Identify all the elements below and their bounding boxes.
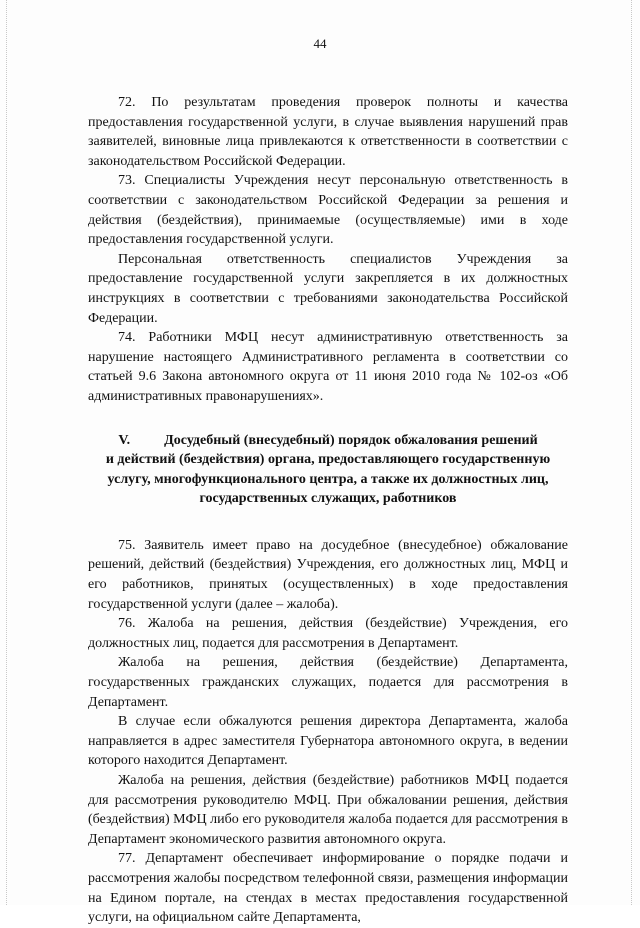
section-title-line-4: государственных служащих, работников (199, 491, 457, 507)
document-body (88, 93, 568, 928)
paragraph-72: 72. По результатам проведения проверок полноты и качества предоставления государственной услуги, в случае выявления нарушений прав заявителей, виновные лица привлекаются к ответственности в соответствии с законодательством Российской Федерации. (88, 95, 568, 169)
paragraph-complaint-mfc: Жалоба на решения, действия (бездействие) работников МФЦ подается для рассмотрения руководителю МФЦ. При обжаловании решения, действия (бездействия) МФЦ либо его руководителя жалоба подается для рассмотрения в Департамент экономического развития автономного округа. (88, 773, 568, 847)
paragraph-personal-responsibility: Персональная ответственность специалистов Учреждения за предоставление государственной услуги закрепляется в их должностных инструкциях в соответствии с требованиями законодательства Российской Федерации. (88, 251, 568, 326)
page-number: 44 (313, 36, 327, 51)
section-heading (88, 431, 568, 509)
section-number: V. (118, 432, 131, 448)
section-title-line-1: Досудебный (внесудебный) порядок обжалования решений (164, 432, 538, 448)
section-title-line-3: услугу, многофункционального центра, а также их должностных лиц, (107, 471, 549, 487)
paragraph-complaint-director: В случае если обжалуются решения директора Департамента, жалоба направляется в адрес заместителя Губернатора автономного округа, в ведении которого находится Департамент. (88, 714, 568, 769)
paragraph-77: 77. Департамент обеспечивает информирование о порядке подачи и рассмотрения жалобы посредством телефонной связи, размещения информации на Едином портале, на стендах в местах предоставления государственной услуги, на официальном сайте Департамента, (88, 851, 568, 926)
section-heading-line-1 (88, 431, 568, 451)
section-title-line-2: и действий (бездействия) органа, предоставляющего государственную (105, 452, 551, 468)
paragraph-76: 76. Жалоба на решения, действия (бездействие) Учреждения, его должностных лиц, подается для рассмотрения в Департамент. (88, 616, 568, 651)
scan-edge-right (631, 0, 633, 905)
paragraph-74: 74. Работники МФЦ несут административную ответственность за нарушение настоящего Административного регламента в соответствии со статьей 9.6 Закона автономного округа от 11 июня 2010 года № 102-оз «Об административных правонарушениях». (88, 330, 568, 404)
paragraph-75: 75. Заявитель имеет право на досудебное (внесудебное) обжалование решений, действий (бездействия) Учреждения, его должностных лиц, МФЦ и его работников, принятых (осуществленных) в ходе предоставления государственной услуги (далее – жалоба). (88, 537, 568, 612)
scan-edge-left (6, 0, 8, 905)
paragraph-73: 73. Специалисты Учреждения несут персональную ответственность в соответствии с законодательством Российской Федерации за решения и действия (бездействия), принимаемые (осуществляемые) ими в ходе предоставления государственной услуги. (88, 173, 568, 248)
paragraph-complaint-department: Жалоба на решения, действия (бездействие) Департамента, государственных гражданских служащих, подается для рассмотрения в Департамент. (88, 655, 568, 710)
